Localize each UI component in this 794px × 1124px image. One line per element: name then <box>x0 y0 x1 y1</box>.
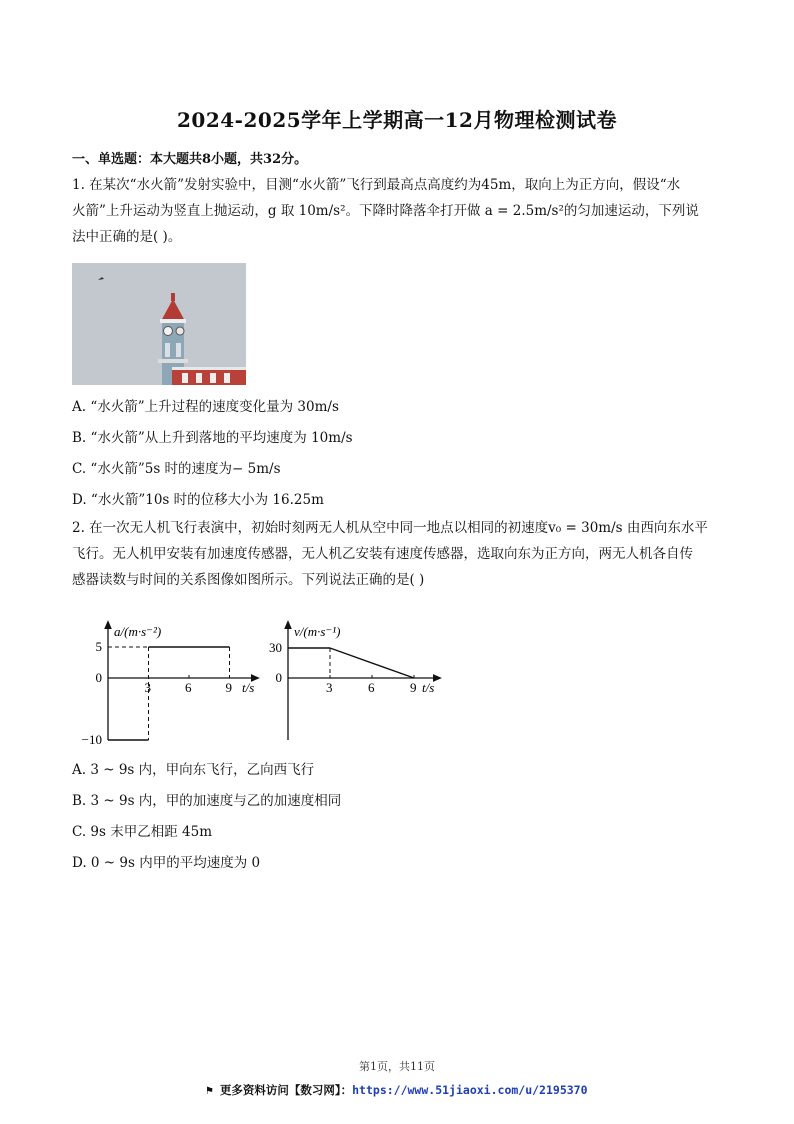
graph-v-segment <box>330 648 414 678</box>
question-1-line: 火箭”上升运动为竖直上抛运动，g 取 10m/s²。下降时降落伞打开做 a = 2.5m/s²的匀加速运动，下列说 <box>72 203 699 219</box>
page-title: 2024-2025学年上学期高一12月物理检测试卷 <box>177 108 617 132</box>
section-heading: 一、单选题：本大题共8小题，共32分。 <box>72 152 308 167</box>
graph-a-ytick-label: 0 <box>95 670 102 685</box>
graph-v-xlabel: t/s <box>422 680 435 695</box>
question-2-line: 2. 在一次无人机飞行表演中，初始时刻两无人机从空中同一地点以相同的初速度v₀ = 30m/s 由西向东水平 <box>72 520 708 536</box>
question-1 <box>72 172 724 250</box>
question-1-line: 1. 在某次“水火箭”发射实验中，目测“水火箭”飞行到最高点高度约为45m，取向上为正方向，假设“水 <box>72 177 681 193</box>
question-2-line: 飞行。无人机甲安装有加速度传感器，无人机乙安装有速度传感器，选取向东为正方向，两无人机各自传 <box>72 546 693 562</box>
q1-option-b: B. “水火箭”从上升到落地的平均速度为 10m/s <box>72 430 353 446</box>
graph-v-ylabel: v/(m·s⁻¹) <box>294 624 341 639</box>
graph-a-xlabel: t/s <box>242 680 255 695</box>
q2-option-a: A. 3 ~ 9s 内，甲向东飞行，乙向西飞行 <box>72 762 315 778</box>
q1-option-a: A. “水火箭”上升过程的速度变化量为 30m/s <box>72 399 339 415</box>
q1-option-c: C. “水火箭”5s 时的速度为− 5m/s <box>72 461 281 477</box>
graph-a-ytick-label: 5 <box>95 639 102 654</box>
graph-v-xtick-label: 3 <box>326 680 333 695</box>
graph-a-xtick-label: 3 <box>144 680 151 695</box>
q2-option-c: C. 9s 末甲乙相距 45m <box>72 824 213 840</box>
graph-v-xtick-label: 9 <box>410 680 417 695</box>
graph-a-ylabel: a/(m·s⁻²) <box>114 624 162 639</box>
graph-v-ytick-label: 30 <box>269 640 282 655</box>
question-2 <box>72 515 724 593</box>
ad-label: 更多资料访问【数习网】： <box>219 1083 353 1097</box>
question-2-line: 感器读数与时间的关系图像如图所示。下列说法正确的是( ) <box>72 572 425 588</box>
graph-v-xtick-label: 6 <box>368 680 375 695</box>
question-1-line: 法中正确的是( )。 <box>72 229 182 245</box>
acceleration-time-graph <box>80 618 270 748</box>
q2-option-d: D. 0 ~ 9s 内甲的平均速度为 0 <box>72 855 261 871</box>
q2-option-b: B. 3 ~ 9s 内，甲的加速度与乙的加速度相同 <box>72 793 342 809</box>
graph-a-xtick-label: 6 <box>185 680 192 695</box>
velocity-time-graph <box>262 618 452 748</box>
footer-ad[interactable] <box>206 1082 588 1098</box>
page-number: 第1页，共11页 <box>359 1060 435 1073</box>
q1-option-d: D. “水火箭”10s 时的位移大小为 16.25m <box>72 492 324 508</box>
clock-tower-photo <box>72 263 246 385</box>
graph-a-ytick-label: −10 <box>81 732 102 747</box>
ad-link[interactable]: https://www.51jiaoxi.com/u/2195370 <box>352 1083 588 1097</box>
flag-icon: ⚑ <box>206 1083 213 1097</box>
graph-a-xtick-label: 9 <box>225 680 232 695</box>
graph-v-ytick-label: 0 <box>275 670 282 685</box>
